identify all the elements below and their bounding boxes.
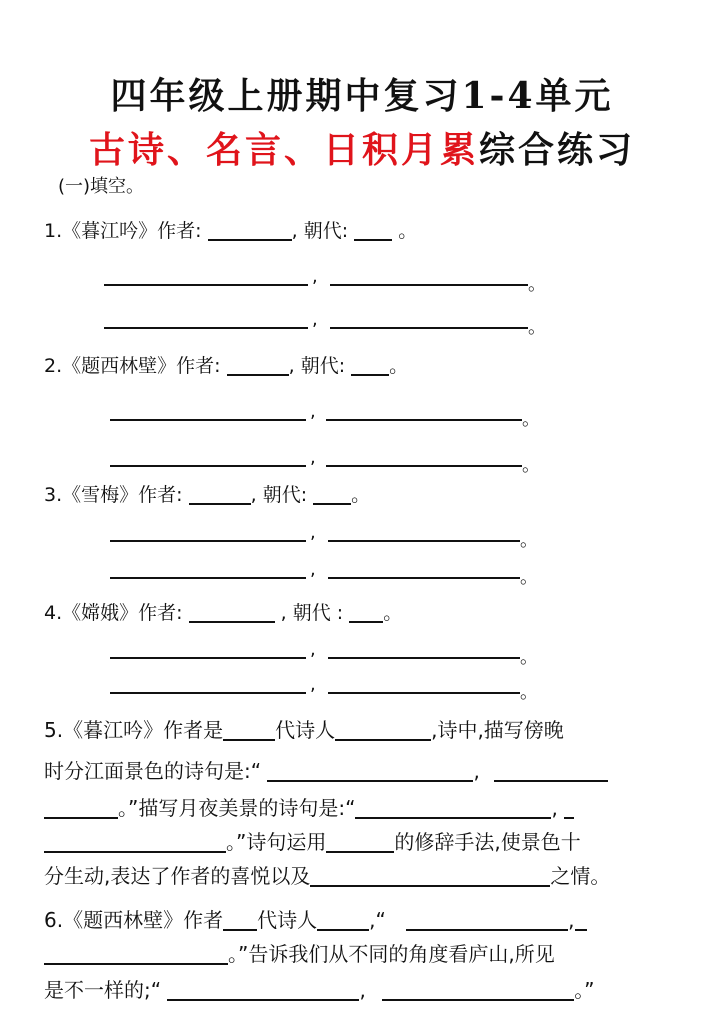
period: 。 bbox=[528, 274, 546, 295]
blank-verse[interactable] bbox=[267, 760, 473, 782]
text: 。” bbox=[574, 978, 595, 1002]
author-label: 作者: bbox=[157, 220, 202, 242]
blank-dynasty[interactable] bbox=[223, 719, 275, 741]
question-5-line-2 bbox=[44, 755, 684, 784]
answer-blank[interactable] bbox=[110, 419, 306, 421]
author-blank[interactable] bbox=[189, 601, 275, 623]
blank-poet[interactable] bbox=[335, 719, 431, 741]
text: 时分江面景色的诗句是:“ bbox=[44, 759, 262, 783]
author-label: 作者: bbox=[138, 484, 183, 506]
question-5-line-3 bbox=[44, 792, 684, 821]
answer-blank[interactable] bbox=[104, 284, 308, 286]
answer-blank[interactable] bbox=[104, 327, 308, 329]
blank-verse[interactable] bbox=[494, 760, 608, 782]
text: 代诗人 bbox=[257, 908, 318, 932]
answer-blank[interactable] bbox=[328, 657, 520, 659]
answer-blank[interactable] bbox=[110, 692, 306, 694]
text: 是不一样的;“ bbox=[44, 978, 162, 1002]
period: 。 bbox=[520, 682, 538, 703]
comma: , bbox=[250, 484, 257, 506]
poem-title: 《嫦娥》 bbox=[62, 602, 139, 624]
answer-blank[interactable] bbox=[110, 465, 306, 467]
answer-blank[interactable] bbox=[328, 540, 520, 542]
dynasty-label: 朝代: bbox=[300, 355, 346, 377]
section-heading: (一)填空。 bbox=[58, 176, 145, 197]
dynasty-blank[interactable] bbox=[351, 354, 389, 376]
question-number: 3. bbox=[44, 484, 63, 506]
poem-title: 《雪梅》 bbox=[62, 484, 139, 506]
author-label: 作者: bbox=[176, 355, 221, 377]
answer-blank[interactable] bbox=[328, 577, 520, 579]
text: 分生动,表达了作者的喜悦以及 bbox=[44, 864, 311, 888]
blank-verse[interactable] bbox=[382, 979, 574, 1001]
comma: , bbox=[312, 309, 318, 330]
author-blank[interactable] bbox=[227, 354, 289, 376]
question-6-line-3 bbox=[44, 974, 684, 1003]
text: , bbox=[473, 759, 480, 783]
dynasty-blank[interactable] bbox=[349, 601, 383, 623]
answer-blank[interactable] bbox=[110, 657, 306, 659]
author-blank[interactable] bbox=[208, 219, 292, 241]
period: 。 bbox=[398, 220, 418, 242]
question-number: 1. bbox=[44, 220, 63, 242]
question-5-line-4 bbox=[44, 826, 684, 855]
text: 6.《题西林壁》作者 bbox=[44, 908, 224, 932]
title-red-part: 古诗、名言、日积月累 bbox=[88, 130, 479, 171]
question-number: 2. bbox=[44, 355, 63, 377]
text: 代诗人 bbox=[275, 718, 336, 742]
answer-blank[interactable] bbox=[110, 540, 306, 542]
comma: , bbox=[288, 355, 295, 377]
text: 。”诗句运用 bbox=[226, 830, 327, 854]
comma: , bbox=[310, 639, 316, 660]
question-6-line-2 bbox=[44, 938, 684, 967]
blank-verse[interactable] bbox=[167, 979, 359, 1001]
text: ,诗中,描写傍晚 bbox=[431, 718, 564, 742]
answer-blank[interactable] bbox=[330, 284, 528, 286]
answer-blank[interactable] bbox=[326, 465, 522, 467]
blank-poet[interactable] bbox=[317, 909, 369, 931]
answer-blank[interactable] bbox=[110, 577, 306, 579]
question-5-line-1 bbox=[44, 714, 684, 743]
blank-verse[interactable] bbox=[44, 831, 226, 853]
poem-title: 《暮江吟》 bbox=[62, 220, 158, 242]
comma: , bbox=[312, 266, 318, 287]
question-6-line-1 bbox=[44, 904, 684, 933]
question-4-header bbox=[44, 600, 402, 626]
author-blank[interactable] bbox=[189, 483, 251, 505]
text: 的修辞手法,使景色十 bbox=[394, 830, 581, 854]
period: 。 bbox=[383, 602, 403, 624]
text: , bbox=[551, 796, 558, 820]
text: 。”描写月夜美景的诗句是:“ bbox=[118, 796, 356, 820]
period: 。 bbox=[520, 530, 538, 551]
question-5-line-5 bbox=[44, 860, 684, 889]
blank-emotion[interactable] bbox=[310, 865, 550, 887]
period: 。 bbox=[389, 355, 409, 377]
period: 。 bbox=[528, 317, 546, 338]
comma: , bbox=[310, 674, 316, 695]
text: ,“ bbox=[369, 908, 386, 932]
title-line-2 bbox=[0, 122, 724, 173]
question-3-header bbox=[44, 482, 370, 508]
period: 。 bbox=[351, 484, 371, 506]
answer-blank[interactable] bbox=[330, 327, 528, 329]
blank-rhetoric[interactable] bbox=[326, 831, 394, 853]
question-2-header bbox=[44, 353, 408, 379]
period: 。 bbox=[520, 567, 538, 588]
dynasty-blank[interactable] bbox=[313, 483, 351, 505]
comma: , bbox=[310, 447, 316, 468]
question-1-header bbox=[44, 218, 417, 244]
blank-verse[interactable] bbox=[355, 797, 551, 819]
dynasty-label: 朝代 : bbox=[292, 602, 344, 624]
question-number: 4. bbox=[44, 602, 63, 624]
dynasty-label: 朝代: bbox=[262, 484, 308, 506]
period: 。 bbox=[520, 647, 538, 668]
period: 。 bbox=[522, 455, 540, 476]
text: , bbox=[359, 978, 366, 1002]
dynasty-label: 朝代: bbox=[303, 220, 349, 242]
blank-verse[interactable] bbox=[564, 797, 574, 819]
comma: , bbox=[291, 220, 298, 242]
period: 。 bbox=[522, 409, 540, 430]
blank-verse[interactable] bbox=[44, 943, 228, 965]
text: , bbox=[568, 908, 575, 932]
author-label: 作者: bbox=[138, 602, 183, 624]
blank-verse[interactable] bbox=[406, 909, 568, 931]
answer-blank[interactable] bbox=[326, 419, 522, 421]
blank-verse[interactable] bbox=[44, 797, 118, 819]
poem-title: 《题西林壁》 bbox=[62, 355, 177, 377]
comma: , bbox=[310, 522, 316, 543]
text: 5.《暮江吟》作者是 bbox=[44, 718, 224, 742]
dynasty-blank[interactable] bbox=[354, 219, 392, 241]
answer-blank[interactable] bbox=[328, 692, 520, 694]
title-black-part: 综合练习 bbox=[479, 130, 636, 171]
comma: , bbox=[280, 602, 287, 624]
text: 。”告诉我们从不同的角度看庐山,所见 bbox=[228, 942, 555, 966]
blank-dynasty[interactable] bbox=[223, 909, 257, 931]
comma: , bbox=[310, 401, 316, 422]
blank-verse[interactable] bbox=[575, 909, 587, 931]
comma: , bbox=[310, 559, 316, 580]
text: 之情。 bbox=[550, 864, 611, 888]
title-line-1: 四年级上册期中复习1-4单元 bbox=[110, 75, 614, 117]
